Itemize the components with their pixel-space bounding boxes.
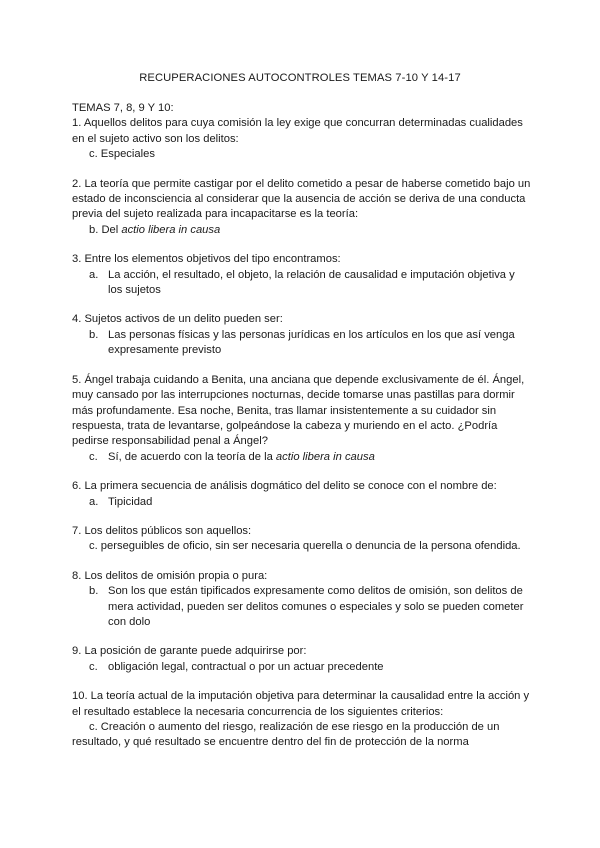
- answer-italic: actio libera in causa: [121, 223, 221, 236]
- answer: c. Especiales: [89, 148, 155, 161]
- answer-letter: a.: [89, 495, 99, 508]
- section-heading: TEMAS 7, 8, 9 Y 10:: [72, 102, 174, 114]
- answer-italic: actio libera in causa: [275, 450, 375, 463]
- answer-letter: b.: [89, 585, 99, 598]
- answer-letter: b.: [89, 328, 99, 341]
- document-title: RECUPERACIONES AUTOCONTROLES TEMAS 7-10 Y 14-17: [139, 72, 461, 84]
- answer-letter: c.: [89, 450, 98, 463]
- question-2: [72, 177, 532, 239]
- answer: c. Creación o aumento del riesgo, realización de ese riesgo en la producción de un resultado, y qué resultado se encuentre dentro del fin de protección de la norma: [72, 721, 500, 749]
- question-8: [72, 569, 532, 631]
- answer: [72, 328, 532, 359]
- answer: [72, 584, 532, 630]
- question-text: 5. Ángel trabaja cuidando a Benita, una anciana que depende exclusivamente de él. Ángel, muy cansado por las interrupciones nocturnas, decide tomarse unas pastillas para dormir más profundamente. Esa noche, Benita, tras llamar insistentemente a su cuidador sin respuesta, trata de levantarse, golpeándose la cabeza y muriendo en el acto. ¿Podría pedirse responsabilidad penal a Ángel?: [72, 373, 525, 448]
- answer: [72, 660, 532, 675]
- answer-text: Las personas físicas y las personas jurídicas en los artículos en los que así venga expresamente previsto: [108, 328, 515, 357]
- answer-letter: c.: [89, 660, 98, 673]
- question-text: 1. Aquellos delitos para cuya comisión la ley exige que concurran determinadas cualidades en el sujeto activo son los delitos:: [72, 117, 523, 145]
- question-text: 2. La teoría que permite castigar por el delito cometido a pesar de haberse cometido bajo un estado de inconsciencia al considerar que la ausencia de acción se deriva de una conducta previa del sujeto realizada para incapacitarse es la teoría:: [72, 177, 531, 221]
- question-5: [72, 373, 532, 465]
- question-4: [72, 312, 532, 358]
- question-3: [72, 252, 532, 298]
- answer-text: Son los que están tipificados expresamente como delitos de omisión, son delitos de mera actividad, pueden ser delitos comunes o especiales y solo se pueden cometer con dolo: [108, 585, 524, 628]
- question-text: 3. Entre los elementos objetivos del tipo encontramos:: [72, 253, 341, 266]
- question-text: 8. Los delitos de omisión propia o pura:: [72, 569, 268, 582]
- answer: [72, 223, 532, 238]
- question-text: 10. La teoría actual de la imputación objetiva para determinar la causalidad entre la acción y el resultado establece la necesaria concurrencia de los siguientes criterios:: [72, 690, 530, 718]
- answer: c. perseguibles de oficio, sin ser necesaria querella o denuncia de la persona ofendida.: [89, 540, 521, 553]
- answer-text-plain: Sí, de acuerdo con la teoría de la: [108, 450, 276, 463]
- document-body: [72, 101, 532, 751]
- answer-text: Tipicidad: [108, 495, 153, 508]
- answer-text: obligación legal, contractual o por un actuar precedente: [108, 660, 384, 673]
- question-text: 6. La primera secuencia de análisis dogmático del delito se conoce con el nombre de:: [72, 480, 497, 493]
- question-text: 9. La posición de garante puede adquirirse por:: [72, 645, 307, 658]
- question-6: [72, 479, 532, 510]
- answer: [72, 268, 532, 299]
- question-7: [72, 524, 532, 555]
- answer: [72, 495, 532, 510]
- answer-text: La acción, el resultado, el objeto, la relación de causalidad e imputación objetiva y los sujetos: [108, 268, 515, 297]
- question-1: [72, 116, 532, 162]
- question-text: 7. Los delitos públicos son aquellos:: [72, 524, 252, 537]
- question-9: [72, 644, 532, 675]
- answer-text: b. Del: [89, 223, 122, 236]
- question-text: 4. Sujetos activos de un delito pueden ser:: [72, 313, 283, 326]
- question-10: [72, 689, 532, 751]
- answer-text: [108, 450, 532, 465]
- answer-letter: a.: [89, 268, 99, 281]
- answer: [72, 450, 532, 465]
